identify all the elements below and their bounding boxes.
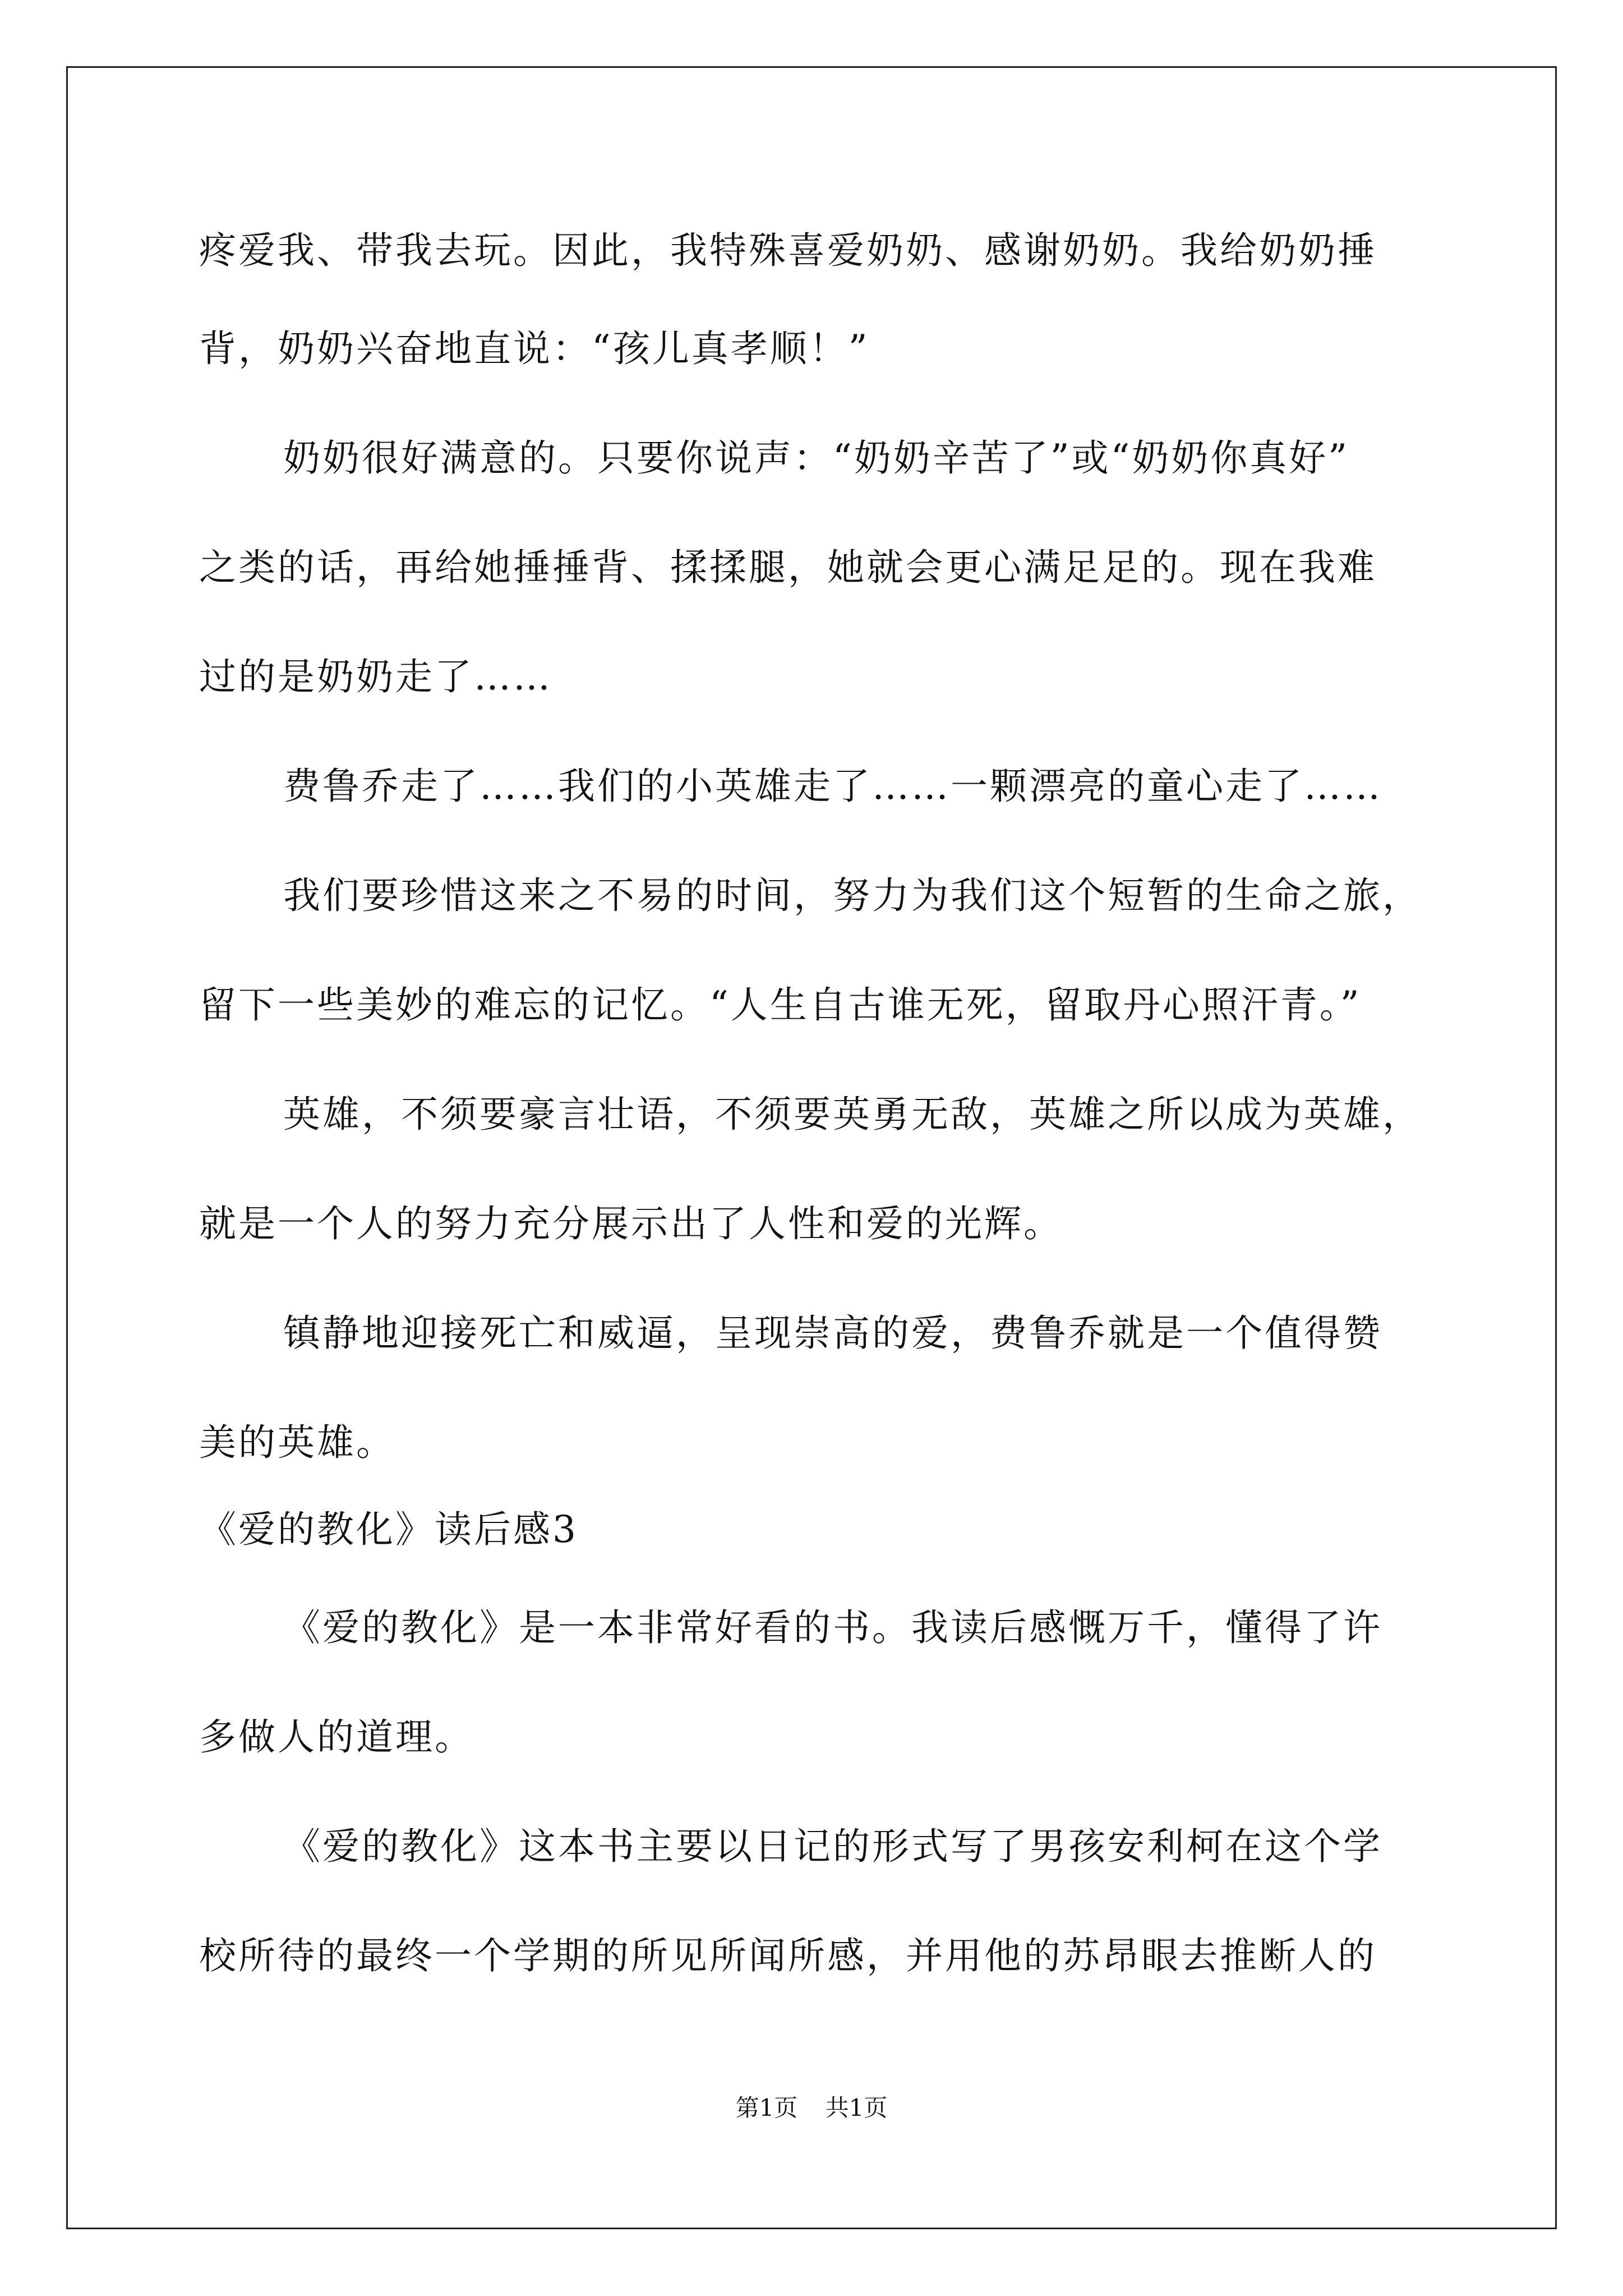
text-line: 多做人的道理。 <box>199 1715 474 1759</box>
text-line: 留下一些美妙的难忘的记忆。“人生自古谁无死，留取丹心照汗青。” <box>199 983 1362 1027</box>
text-line: 美的英雄。 <box>199 1421 395 1464</box>
page-footer <box>0 2094 1623 2122</box>
text-line: 疼爱我、带我去玩。因此，我特殊喜爱奶奶、感谢奶奶。我给奶奶捶 <box>199 229 1377 272</box>
text-line: 镇静地迎接死亡和威逼，呈现崇高的爱，费鲁乔就是一个值得赞 <box>283 1312 1382 1355</box>
page-number-current: 第1页 <box>735 2094 798 2122</box>
text-line: 之类的话，再给她捶捶背、揉揉腿，她就会更心满足足的。现在我难 <box>199 546 1377 589</box>
text-line: 背，奶奶兴奋地直说：“孩儿真孝顺！” <box>199 327 870 370</box>
section-heading: 《爱的教化》读后感3 <box>199 1508 578 1551</box>
text-line: 奶奶很好满意的。只要你说声：“奶奶辛苦了”或“奶奶你真好” <box>283 436 1349 480</box>
page-number-total: 共1页 <box>825 2094 888 2122</box>
text-line: 《爱的教化》是一本非常好看的书。我读后感慨万千，懂得了许 <box>283 1606 1382 1649</box>
text-line: 过的是奶奶走了…… <box>199 655 552 698</box>
text-line: 英雄，不须要豪言壮语，不须要英勇无敌，英雄之所以成为英雄， <box>283 1093 1422 1136</box>
text-line: 费鲁乔走了……我们的小英雄走了……一颗漂亮的童心走了…… <box>283 765 1382 808</box>
document-body <box>199 0 1427 2076</box>
text-line: 《爱的教化》这本书主要以日记的形式写了男孩安利柯在这个学 <box>283 1825 1382 1868</box>
text-line: 就是一个人的努力充分展示出了人性和爱的光辉。 <box>199 1202 1063 1245</box>
text-line: 校所待的最终一个学期的所见所闻所感，并用他的苏昂眼去推断人的 <box>199 1934 1377 1977</box>
text-line: 我们要珍惜这来之不易的时间，努力为我们这个短暂的生命之旅， <box>283 874 1422 917</box>
